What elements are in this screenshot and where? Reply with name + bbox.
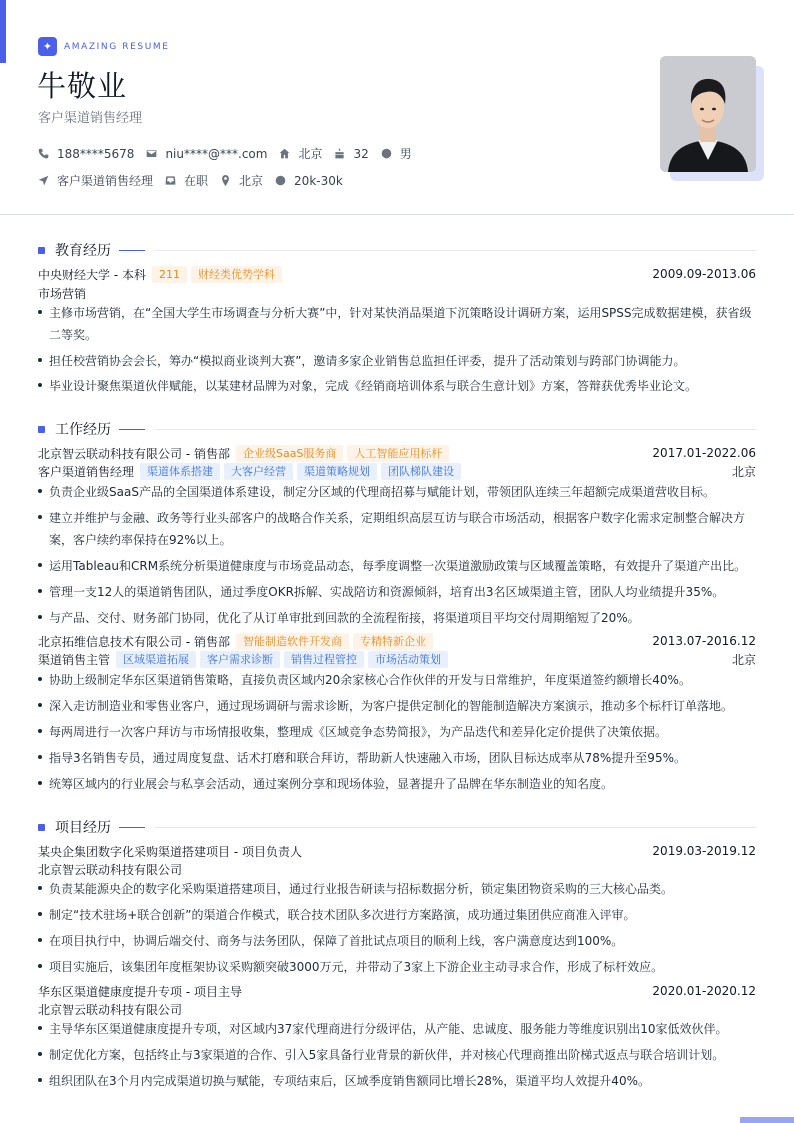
section-dash — [119, 429, 145, 430]
cake-icon — [334, 148, 345, 159]
phone-text: 188****5678 — [57, 146, 135, 161]
email-text: niu****@***.com — [165, 146, 268, 161]
home-item — [279, 145, 322, 162]
job-bullet: 协助上级制定华东区渠道销售策略，直接负责区域内20余家核心合作伙伴的开发与日常维护，年度渠道签约额增长40%。 — [38, 667, 756, 693]
project-date: 2020.01-2020.12 — [652, 984, 756, 998]
education-section-header — [38, 240, 756, 260]
section-divider — [155, 827, 756, 828]
gender-icon — [381, 148, 392, 159]
phone-icon — [38, 148, 49, 159]
role-tag: 客户需求诊断 — [200, 651, 280, 668]
job-role-row — [38, 650, 756, 668]
home-text: 北京 — [298, 147, 323, 161]
job-bullet: 指导3名销售专员，通过周度复盘、话术打磨和联合拜访，帮助新人快速融入市场，团队目标达成率从78%提升至95%。 — [38, 745, 756, 771]
avatar-photo — [660, 56, 756, 172]
section-divider — [155, 429, 756, 430]
projects-section-header — [38, 817, 756, 837]
job-bullet: 负责企业级SaaS产品的全国渠道体系建设，制定分区域的代理商招募与赋能计划，带领团队连续三年超额完成渠道营收目标。 — [38, 479, 756, 505]
job-role-row — [38, 462, 756, 480]
project-bullet: 在项目执行中，协调后端交付、商务与法务团队，保障了首批试点项目的顺利上线，客户满意度达到100%。 — [38, 928, 756, 954]
age-item — [334, 147, 368, 161]
work-title: 工作经历 — [55, 422, 111, 438]
intent-text: 客户渠道销售经理 — [57, 174, 154, 188]
mail-icon — [146, 148, 157, 159]
job-bullet: 运用Tableau和CRM系统分析渠道健康度与市场竞品动态，每季度调整一次渠道激励政策与区域覆盖策略，有效提升了渠道产出比。 — [38, 553, 756, 579]
projects-title: 项目经历 — [55, 820, 111, 836]
section-marker — [38, 426, 45, 433]
education-bullet: 毕业设计聚焦渠道伙伴赋能，以某建材品牌为对象，完成《经销商培训体系与联合生意计划》方案，答辩获优秀毕业论文。 — [38, 373, 756, 399]
job-header-row — [38, 444, 756, 462]
brand — [38, 37, 170, 56]
money-icon — [275, 175, 286, 186]
education-bullet: 担任校营销协会会长，筹办“模拟商业谈判大赛”，邀请多家企业销售总监担任评委，提升了活动策划与跨部门协调能力。 — [38, 348, 756, 374]
inbox-icon — [165, 175, 176, 186]
candidate-name: 牛敬业 — [37, 69, 128, 103]
section-divider — [155, 250, 756, 251]
location-icon — [220, 175, 231, 186]
send-icon — [38, 175, 49, 186]
project-bullet: 制定“技术驻场+联合创新”的渠道合作模式，联合技术团队多次进行方案路演，成功通过集团供应商准入评审。 — [38, 902, 756, 928]
company-tag: 企业级SaaS服务商 — [236, 445, 343, 462]
education-bullet-continuation: 二等奖。 — [49, 328, 98, 342]
status-text: 在职 — [184, 174, 209, 188]
job-company: 北京拓维信息技术有限公司 - 销售部 — [38, 634, 230, 649]
status-item — [165, 172, 208, 189]
project-title: 华东区渠道健康度提升专项 - 项目主导 — [38, 984, 242, 999]
role-tag: 大客户经营 — [224, 463, 293, 480]
job-role: 客户渠道销售经理 — [38, 464, 135, 479]
education-header-row — [38, 265, 756, 283]
education-tag: 财经类优势学科 — [191, 266, 282, 283]
role-tag: 市场活动策划 — [368, 651, 448, 668]
job-bullet: 管理一支12人的渠道销售团队，通过季度OKR拆解、实战陪访和资源倾斜，培育出3名区域渠道主管，团队人均业绩提升35%。 — [38, 579, 756, 605]
company-tag: 智能制造软件开发商 — [236, 633, 349, 650]
project-bullet: 主导华东区渠道健康度提升专项，对区域内37家代理商进行分级评估，从产能、忠诚度、服务能力等维度识别出10家低效伙伴。 — [38, 1016, 756, 1042]
role-tag: 区域渠道拓展 — [116, 651, 196, 668]
brand-text: AMAZING RESUME — [64, 41, 170, 52]
section-dash — [119, 827, 145, 828]
candidate-title: 客户渠道销售经理 — [38, 111, 143, 126]
job-date: 2013.07-2016.12 — [652, 634, 756, 648]
email-item — [146, 147, 267, 161]
section-marker — [38, 824, 45, 831]
project-date: 2019.03-2019.12 — [652, 844, 756, 858]
project-bullet: 组织团队在3个月内完成渠道切换与赋能，专项结束后，区域季度销售额同比增长28%，渠道平均人效提升40%。 — [38, 1068, 756, 1094]
project-bullet: 负责某能源央企的数字化采购渠道搭建项目，通过行业报告研读与招标数据分析，锁定集团物资采购的三大核心品类。 — [38, 876, 756, 902]
education-bullet: 主修市场营销，在“全国大学生市场调查与分析大赛”中，针对某快消品渠道下沉策略设计调研方案，运用SPSS完成数据建模，获省级 — [38, 300, 756, 326]
section-marker — [38, 247, 45, 254]
job-bullet: 与产品、交付、财务部门协同，优化了从订单审批到回款的全流程衔接，将渠道项目平均交付周期缩短了20%。 — [38, 605, 756, 631]
project-bullet: 项目实施后，该集团年度框架协议采购额突破3000万元，并带动了3家上下游企业主动寻求合作，形成了标杆效应。 — [38, 954, 756, 980]
project-title: 某央企集团数字化采购渠道搭建项目 - 项目负责人 — [38, 844, 302, 859]
avatar — [660, 56, 764, 181]
gender-text: 男 — [399, 147, 412, 161]
school-name: 中央财经大学 - 本科 — [38, 267, 146, 282]
job-city: 北京 — [731, 652, 756, 667]
role-tag: 销售过程管控 — [284, 651, 364, 668]
education-title: 教育经历 — [55, 243, 111, 259]
city-item — [220, 172, 263, 189]
role-tag: 渠道策略规划 — [297, 463, 377, 480]
sparkle-icon: ✦ — [38, 37, 57, 56]
education-date: 2009.09-2013.06 — [652, 267, 756, 281]
job-bullet: 深入走访制造业和零售业客户，通过现场调研与需求诊断，为客户提供定制化的智能制造解决方案演示，推动多个标杆订单落地。 — [38, 693, 756, 719]
age-text: 32 — [353, 146, 369, 161]
company-tag: 人工智能应用标杆 — [347, 445, 449, 462]
work-section-header — [38, 419, 756, 439]
phone-item — [38, 147, 134, 161]
job-company: 北京智云联动科技有限公司 - 销售部 — [38, 446, 230, 461]
salary-item — [275, 174, 343, 188]
job-date: 2017.01-2022.06 — [652, 446, 756, 460]
salary-text: 20k-30k — [294, 173, 343, 188]
intent-item — [38, 172, 153, 189]
job-bullet: 统筹区域内的行业展会与私享会活动，通过案例分享和现场体验，显著提升了品牌在华东制造业的知名度。 — [38, 771, 756, 797]
city-text: 北京 — [239, 174, 264, 188]
job-city: 北京 — [731, 464, 756, 479]
contact-row-1 — [38, 145, 424, 162]
job-header-row — [38, 632, 756, 650]
education-tag: 211 — [152, 266, 187, 283]
company-tag: 专精特新企业 — [353, 633, 433, 650]
project-header-row — [38, 982, 756, 1000]
job-bullet-continuation: 案，客户续约率保持在92%以上。 — [49, 533, 232, 547]
bottom-accent-bar — [740, 1117, 794, 1123]
role-tag: 团队梯队建设 — [381, 463, 461, 480]
education-major: 市场营销 — [38, 286, 87, 301]
section-dash — [119, 250, 145, 251]
resume-header — [0, 0, 794, 215]
job-bullet: 每两周进行一次客户拜访与市场情报收集，整理成《区域竞争态势简报》，为产品迭代和差异化定价提供了决策依据。 — [38, 719, 756, 745]
job-role: 渠道销售主管 — [38, 652, 111, 667]
project-org: 北京智云联动科技有限公司 — [38, 1002, 183, 1017]
role-tag: 渠道体系搭建 — [140, 463, 220, 480]
home-icon — [279, 148, 290, 159]
project-org: 北京智云联动科技有限公司 — [38, 862, 183, 877]
contact-row-2 — [38, 172, 355, 189]
gender-item — [381, 145, 412, 162]
job-bullet: 建立并维护与金融、政务等行业头部客户的战略合作关系，定期组织高层互访与联合市场活动，根据客户数字化需求定制整合解决方 — [38, 505, 756, 531]
project-bullet: 制定优化方案，包括终止与3家渠道的合作、引入5家具备行业背景的新伙伴，并对核心代理商推出阶梯式返点与联合培训计划。 — [38, 1042, 756, 1068]
project-header-row — [38, 842, 756, 860]
